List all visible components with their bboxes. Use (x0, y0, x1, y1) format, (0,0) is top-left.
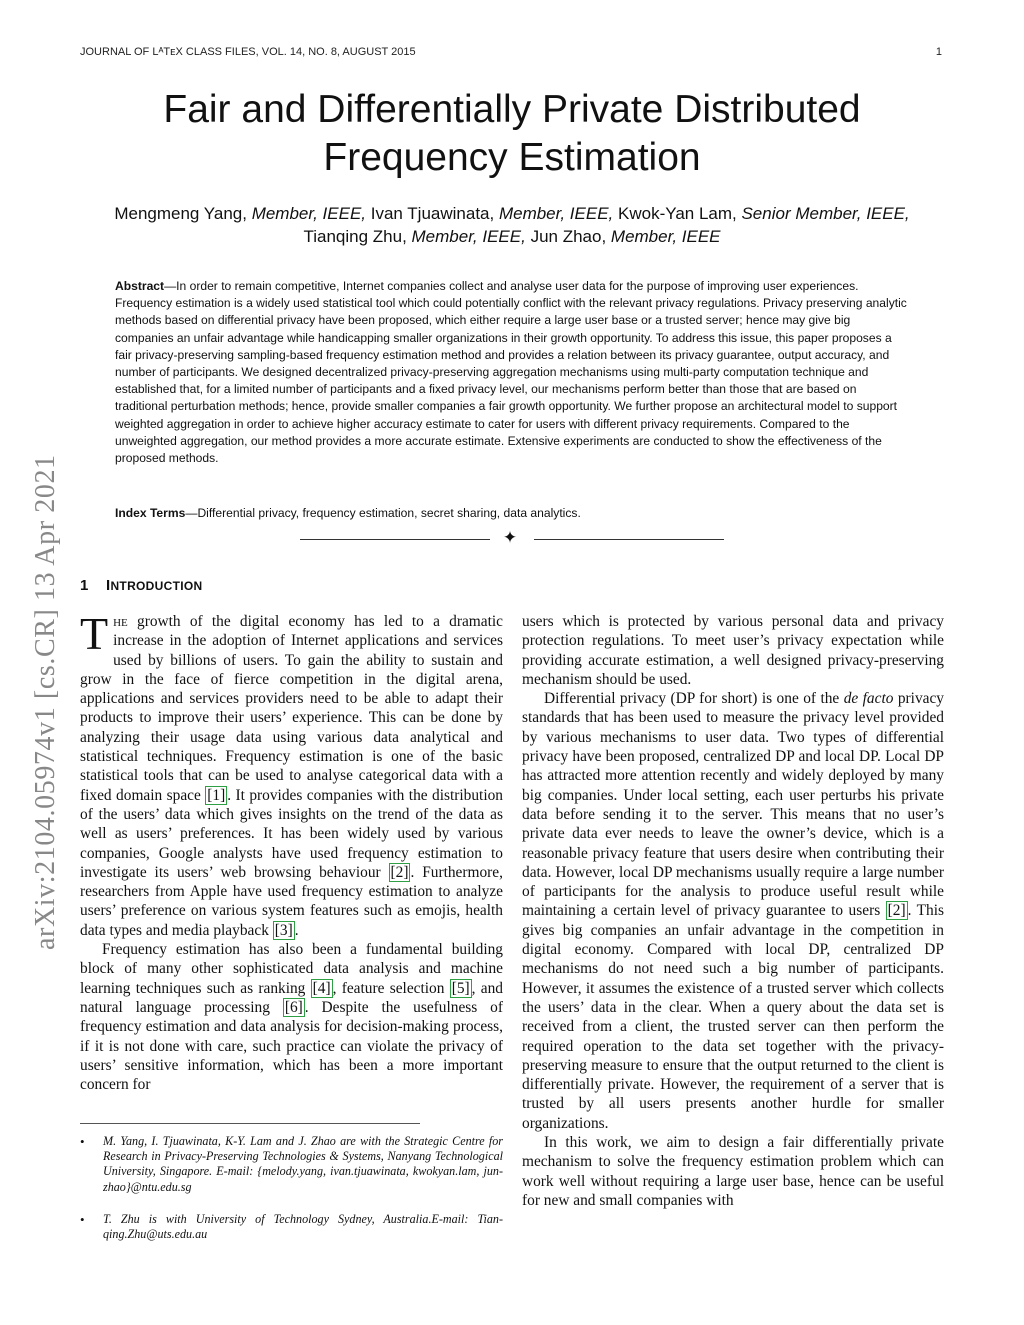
paragraph (522, 689, 944, 1133)
section-title-rest: NTRODUCTION (110, 579, 203, 593)
citation-link[interactable]: [2] (887, 902, 906, 920)
left-column (80, 608, 503, 1094)
arxiv-identifier[interactable]: arXiv:2104.05974v1 [cs.CR] 13 Apr 2021 (30, 454, 61, 950)
section-number: 1 (80, 577, 89, 594)
index-terms (115, 505, 911, 522)
running-head-text: JOURNAL OF LᴬTᴇX CLASS FILES, VOL. 14, NO. 8, AUGUST 2015 (80, 46, 416, 58)
paragraph (80, 608, 503, 940)
citation-link[interactable]: [4] (312, 979, 331, 997)
author-membership: Member, IEEE, (411, 227, 526, 246)
paragraph: users which is protected by various personal data and privacy protection regulations. To meet user’s privacy expectation while providing accurate estimation, a well designed privacy-preserving mechanism should be used. (522, 613, 944, 688)
section-separator (300, 528, 724, 549)
citation-link[interactable]: [3] (274, 921, 293, 939)
abstract (115, 278, 911, 467)
author-name: Kwok-Yan Lam, (613, 204, 742, 223)
author-membership: Member, IEEE, (498, 204, 614, 223)
paragraph-text: privacy standards that has been used to measure the privacy level provided by various mechanisms to user data. Two types of differential privacy have been proposed, centralized DP and local DP. Local DP has attracted more attention recently and widely deployed by many big companies. Under local setting, each user perturbs his private data before sending it to the server. This means that no user’s private data ever needs to leave the owner’s device, which is a reasonable privacy feature that users desire when contributing their data. However, local DP mechanisms usually require a large number of participants for the analysis to produce useful result while maintaining a certain level of privacy guarantee to users (522, 690, 944, 920)
paper-title (120, 86, 904, 182)
drop-cap: T (80, 608, 109, 659)
right-column (522, 612, 944, 1210)
author-name: Mengmeng Yang, (114, 204, 252, 223)
paragraph-text: . (294, 921, 299, 939)
footnote-text: T. Zhu is with University of Technology Sydney, Australia.E-mail: Tian-qing.Zhu@uts.edu.au (103, 1212, 503, 1242)
title-line-2: Frequency Estimation (323, 136, 701, 179)
title-line-1: Fair and Differentially Private Distributed (163, 88, 861, 131)
bullet-icon: • (80, 1212, 85, 1227)
section-initial: I (106, 577, 111, 594)
running-header (80, 46, 942, 62)
section-heading-introduction (80, 577, 510, 594)
paragraph-text: , feature selection (332, 979, 450, 997)
author-name: Jun Zhao, (525, 227, 611, 246)
paragraph-text: , and natural language processing (80, 979, 503, 1016)
author-list (70, 202, 954, 248)
author-name: Ivan Tjuawinata, (366, 204, 499, 223)
paragraph: In this work, we aim to design a fair differentially private mechanism to solve the frequency estimation problem which can work well without requiring a large user base, hence can be useful for new and small companies with (522, 1134, 944, 1209)
paragraph-text: . Furthermore, researchers from Apple have used frequency estimation to analyze users’ preference on various system features such as emojis, health data types and media playback (80, 863, 503, 939)
author-line-1 (70, 202, 954, 225)
small-caps-lead: he (113, 613, 128, 630)
author-line-2 (70, 225, 954, 248)
footnote-text: M. Yang, I. Tjuawinata, K-Y. Lam and J. Zhao are with the Strategic Centre for Research in Privacy-Preserving Technologies & Systems, Nanyang Technological University, Singapore. E-mail: {melody.yang, ivan.tjuawinata, kwokyan.lam, jun-zhao}@ntu.edu.sg (103, 1134, 503, 1194)
citation-link[interactable]: [1] (207, 786, 226, 804)
author-name: Tianqing Zhu, (303, 227, 412, 246)
paragraph-text: . It provides companies with the distribution of the users’ data which gives insights on the trend of the data as well as users’ preferences. It has been widely used by various companies, Google analysts have used frequency estimation to investigate its users’ web browsing behaviour (80, 786, 503, 881)
abstract-text: —In order to remain competitive, Internet companies collect and analyse user data for the purpose of improving user experiences. Frequency estimation is a widely used statistical tool which could potentially conflict with the relevant privacy regulations. Privacy preserving analytic methods based on differential privacy have been proposed, which either require a large user base or a trusted server; hence may give big companies an unfair advantage while handicapping smaller organizations in their growth opportunity. To address this issue, this paper proposes a fair privacy-preserving sampling-based frequency estimation method and provides a relation between its privacy guarantee, output accuracy, and number of participants. We designed decentralized privacy-preserving aggregation mechanisms using multi-party computation technique and established that, for a limited number of participants and a fixed privacy level, our mechanisms perform better than those that are based on traditional perturbation methods; hence, provide smaller companies a fair growth opportunity. We further propose an architectural model to support weighted aggregation in order to achieve higher accuracy estimate to cater for users with different privacy requirements. Compared to the unweighted aggregation, our method provides a more accurate estimate. Extensive experiments are conducted to show the effectiveness of the proposed methods. (115, 279, 907, 466)
paragraph-text: growth of the digital economy has led to a dramatic increase in the adoption of Internet applications and services used by billions of users. To gain the ability to sustain and grow in the face of fierce competition in the digital arena, applications and services providers need to be able to adapt their products to improve their users’ experience. This can be done by analyzing their usage data using various data analytical and statistical techniques. Frequency estimation is one of the basic statistical tools that can be used to analyse categorical data with a fixed domain space (80, 613, 503, 804)
footnote-affiliation-2 (80, 1212, 503, 1242)
italic-term: de facto (843, 690, 894, 708)
footnote-rule (80, 1123, 420, 1124)
paragraph-text: . Despite the usefulness of frequency estimation and data analysis for decision-making process, if it is not done with care, such practice can violate the privacy of users’ sensitive information, which has been a more important concern for (80, 998, 503, 1094)
separator-line-left (300, 539, 490, 540)
paragraph (80, 940, 503, 1094)
citation-link[interactable]: [2] (390, 863, 409, 881)
author-membership: Member, IEEE (610, 227, 721, 246)
paragraph-text: Differential privacy (DP for short) is one of the (544, 690, 844, 708)
bullet-icon: • (80, 1134, 85, 1149)
author-membership: Member, IEEE, (251, 204, 367, 223)
separator-star-icon: ✦ (502, 528, 518, 548)
abstract-label: Abstract (115, 279, 165, 293)
footnote-affiliation-1 (80, 1134, 503, 1195)
paragraph-text: . This gives big companies an unfair advantage in the competition in digital economy. Compared with local DP, centralized DP mechanisms do not need such a big number of participants. However, it assumes the existence of a trusted server which collects the users’ data in the clear. When a query about the data set is received from a client, the trusted server can then perform the required operation to the data set together with the privacy-preserving measure to ensure that the output returned to the client is differentially private. However, the requirement of a server that is trusted by all users presents another hurdle for smaller organizations. (522, 902, 945, 1132)
index-terms-label: Index Terms (115, 506, 186, 520)
citation-link[interactable]: [6] (284, 998, 303, 1016)
paragraph-text: Frequency estimation has also been a fundamental building block of many other sophisticated data analysis and machine learning techniques such as ranking (80, 941, 503, 997)
separator-line-right (534, 539, 724, 540)
page-number: 1 (935, 46, 942, 58)
author-membership: Senior Member, IEEE, (741, 204, 910, 223)
index-terms-text: —Differential privacy, frequency estimation, secret sharing, data analytics. (185, 506, 581, 520)
citation-link[interactable]: [5] (451, 979, 470, 997)
